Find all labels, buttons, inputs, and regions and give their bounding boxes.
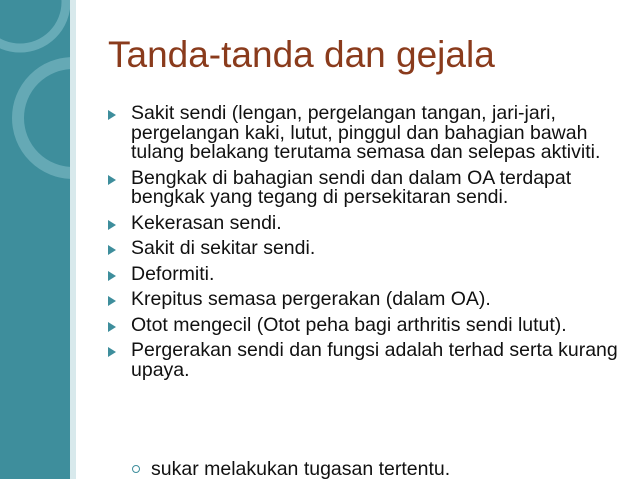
bullet-item [106, 262, 626, 285]
circle-bullet-icon [132, 465, 140, 473]
bullet-item [106, 211, 626, 234]
bullet-item [106, 239, 626, 259]
decorative-circle-top [0, 0, 66, 48]
bullet-arrow-icon [108, 347, 116, 357]
bullet-arrow-icon [108, 110, 116, 120]
sub-bullet-item [132, 460, 450, 480]
bullet-arrow-icon [108, 296, 116, 306]
bullet-arrow-icon [108, 220, 116, 230]
bullet-arrow-icon [108, 175, 116, 185]
sub-bullet-list [132, 460, 450, 480]
bullet-arrow-icon [108, 245, 116, 255]
sub-bullet-text: sukar melakukan tugasan tertentu. [151, 458, 451, 480]
bullet-text: Krepitus semasa pergerakan (dalam OA). [131, 288, 491, 310]
bullet-text: Pergerakan sendi dan fungsi adalah terhad serta kurang upaya. [131, 339, 618, 381]
bullet-item [106, 313, 626, 336]
bullet-list [106, 104, 626, 386]
decorative-circle-bottom [18, 63, 70, 173]
bullet-item [106, 104, 626, 163]
decorative-sidebar [0, 0, 70, 479]
decorative-circles [0, 0, 70, 479]
bullet-item [106, 290, 626, 310]
bullet-item [106, 341, 626, 380]
bullet-text: Deformiti. [131, 262, 215, 285]
bullet-text: Sakit sendi (lengan, pergelangan tangan, jari-jari, pergelangan kaki, lutut, pinggul dan bahagian bawah tulang belakang terutama semasa dan selepas aktiviti. [131, 102, 601, 163]
bullet-item [106, 166, 626, 208]
bullet-text: Sakit di sekitar sendi. [131, 237, 316, 259]
bullet-arrow-icon [108, 322, 116, 332]
bullet-text: Bengkak di bahagian sendi dan dalam OA terdapat bengkak yang tegang di persekitaran sendi. [131, 166, 572, 208]
bullet-text: Kekerasan sendi. [131, 211, 282, 234]
sidebar-edge [70, 0, 76, 479]
bullet-arrow-icon [108, 271, 116, 281]
slide-title: Tanda-tanda dan gejala [108, 34, 495, 75]
bullet-text: Otot mengecil (Otot peha bagi arthritis sendi lutut). [131, 313, 567, 336]
